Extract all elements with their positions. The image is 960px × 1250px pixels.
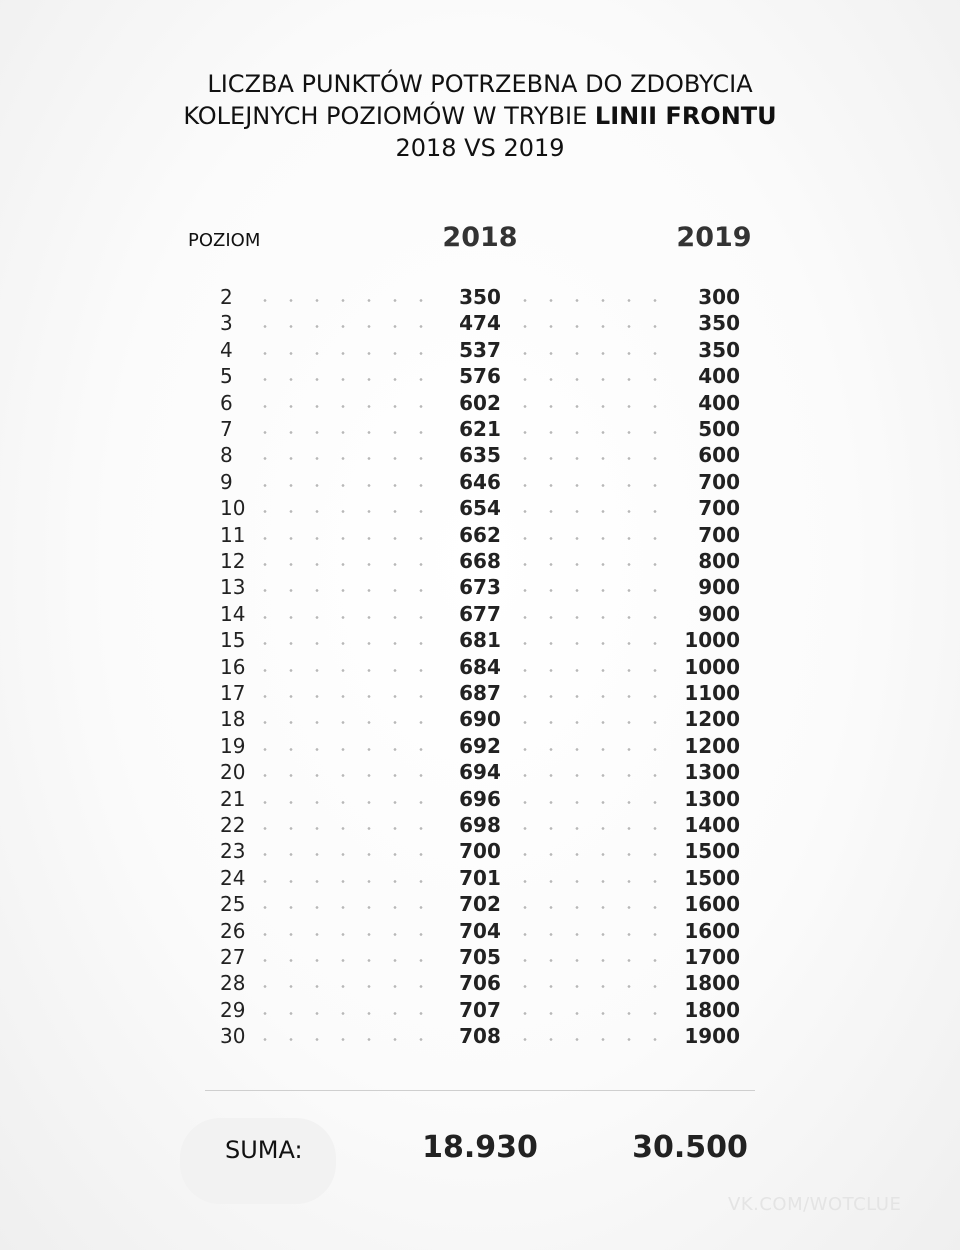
level-label: 8 xyxy=(220,443,233,468)
sum-label: SUMA: xyxy=(225,1136,303,1164)
value-2018: 708 xyxy=(459,1024,501,1049)
value-2019: 1300 xyxy=(684,760,740,785)
title-mode-name: LINII FRONTU xyxy=(594,102,777,130)
table-row xyxy=(0,284,960,310)
dot-leader xyxy=(252,510,442,513)
dot-leader xyxy=(252,325,442,328)
value-2018: 694 xyxy=(459,760,501,785)
value-2018: 621 xyxy=(459,417,501,441)
level-label: 20 xyxy=(220,760,246,785)
level-label: 3 xyxy=(220,311,233,336)
level-label: 6 xyxy=(220,390,233,415)
dot-leader xyxy=(252,537,442,540)
value-2018: 537 xyxy=(459,337,501,362)
header-2019: 2019 xyxy=(676,222,752,253)
dot-leader xyxy=(252,299,442,302)
table-row xyxy=(0,654,960,680)
table-row xyxy=(0,310,960,336)
level-label: 27 xyxy=(220,945,246,969)
value-2019: 1600 xyxy=(684,918,740,943)
value-2019: 700 xyxy=(698,496,740,521)
dot-leader xyxy=(252,695,442,698)
dot-leader xyxy=(252,589,442,592)
value-2019: 1000 xyxy=(684,628,740,653)
title-line-2 xyxy=(0,100,960,132)
level-label: 26 xyxy=(220,918,246,943)
header-level: POZIOM xyxy=(188,230,261,251)
table-row xyxy=(0,733,960,759)
value-2019: 350 xyxy=(698,337,740,362)
level-label: 22 xyxy=(220,813,246,837)
dot-leader xyxy=(252,484,442,487)
dot-leader xyxy=(252,827,442,830)
value-2018: 668 xyxy=(459,549,501,573)
value-2019: 400 xyxy=(698,390,740,415)
value-2018: 687 xyxy=(459,681,501,705)
watermark: VK.COM/WOTCLUE xyxy=(728,1194,902,1215)
level-label: 28 xyxy=(220,971,246,996)
value-2018: 602 xyxy=(459,390,501,415)
dot-leader xyxy=(252,563,442,566)
table-row xyxy=(0,680,960,706)
table-row xyxy=(0,548,960,574)
value-2019: 1800 xyxy=(684,997,740,1022)
table-row xyxy=(0,416,960,442)
value-2019: 700 xyxy=(698,522,740,547)
value-2018: 692 xyxy=(459,733,501,758)
value-2019: 1700 xyxy=(684,945,740,969)
table-row xyxy=(0,865,960,891)
dot-leader xyxy=(252,669,442,672)
value-2018: 576 xyxy=(459,364,501,389)
table-row xyxy=(0,997,960,1023)
table-row xyxy=(0,759,960,785)
dot-leader xyxy=(252,748,442,751)
level-label: 2 xyxy=(220,285,233,309)
dot-leader xyxy=(252,906,442,909)
chart-title xyxy=(0,68,960,164)
value-2018: 696 xyxy=(459,786,501,811)
level-label: 19 xyxy=(220,733,246,758)
dot-leader xyxy=(252,933,442,936)
table-row xyxy=(0,601,960,627)
dot-leader xyxy=(252,405,442,408)
value-2019: 800 xyxy=(698,549,740,573)
value-2018: 662 xyxy=(459,522,501,547)
dot-leader xyxy=(252,774,442,777)
dot-leader xyxy=(252,616,442,619)
value-2019: 500 xyxy=(698,417,740,441)
value-2019: 400 xyxy=(698,364,740,389)
value-2018: 474 xyxy=(459,311,501,336)
level-label: 14 xyxy=(220,601,246,626)
value-2019: 1800 xyxy=(684,971,740,996)
table-row xyxy=(0,522,960,548)
level-label: 18 xyxy=(220,707,246,732)
value-2019: 900 xyxy=(698,575,740,600)
table-row xyxy=(0,442,960,468)
value-2019: 600 xyxy=(698,443,740,468)
value-2019: 1200 xyxy=(684,707,740,732)
value-2019: 1600 xyxy=(684,892,740,917)
value-2019: 350 xyxy=(698,311,740,336)
value-2019: 1500 xyxy=(684,839,740,864)
value-2019: 1100 xyxy=(684,681,740,705)
level-label: 4 xyxy=(220,337,233,362)
table-row xyxy=(0,574,960,600)
level-label: 29 xyxy=(220,997,246,1022)
value-2018: 706 xyxy=(459,971,501,996)
table-row xyxy=(0,363,960,389)
level-label: 15 xyxy=(220,628,246,653)
value-2018: 702 xyxy=(459,892,501,917)
dot-leader xyxy=(252,457,442,460)
table-row xyxy=(0,786,960,812)
level-label: 11 xyxy=(220,522,246,547)
table-row xyxy=(0,812,960,838)
table-row xyxy=(0,495,960,521)
dot-leader xyxy=(252,959,442,962)
dot-leader xyxy=(252,378,442,381)
table-row xyxy=(0,1023,960,1049)
level-label: 30 xyxy=(220,1024,246,1049)
dot-leader xyxy=(252,985,442,988)
value-2019: 1900 xyxy=(684,1024,740,1049)
table-row xyxy=(0,469,960,495)
table-row xyxy=(0,838,960,864)
level-label: 23 xyxy=(220,839,246,864)
level-label: 17 xyxy=(220,681,246,705)
level-label: 9 xyxy=(220,469,233,494)
value-2018: 707 xyxy=(459,997,501,1022)
level-label: 25 xyxy=(220,892,246,917)
dot-leader xyxy=(252,1012,442,1015)
value-2018: 690 xyxy=(459,707,501,732)
value-2018: 698 xyxy=(459,813,501,837)
value-2019: 1400 xyxy=(684,813,740,837)
divider xyxy=(205,1090,755,1091)
level-label: 13 xyxy=(220,575,246,600)
sum-2019: 30.500 xyxy=(632,1130,748,1165)
table-row xyxy=(0,918,960,944)
level-label: 7 xyxy=(220,417,233,441)
dot-leader xyxy=(252,721,442,724)
dot-leader xyxy=(252,642,442,645)
value-2018: 646 xyxy=(459,469,501,494)
level-label: 5 xyxy=(220,364,233,389)
dot-leader xyxy=(252,801,442,804)
value-2018: 684 xyxy=(459,654,501,679)
dot-leader xyxy=(252,431,442,434)
sum-2018: 18.930 xyxy=(422,1130,538,1165)
value-2018: 681 xyxy=(459,628,501,653)
table-row xyxy=(0,944,960,970)
value-2018: 701 xyxy=(459,865,501,890)
table-row xyxy=(0,390,960,416)
value-2018: 350 xyxy=(459,285,501,309)
value-2018: 677 xyxy=(459,601,501,626)
title-line-2-text: KOLEJNYCH POZIOMÓW W TRYBIE xyxy=(183,102,595,130)
title-line-1: LICZBA PUNKTÓW POTRZEBNA DO ZDOBYCIA xyxy=(207,70,753,98)
value-2019: 300 xyxy=(698,285,740,309)
level-label: 10 xyxy=(220,496,246,521)
level-label: 12 xyxy=(220,549,246,573)
dot-leader xyxy=(252,880,442,883)
table-row xyxy=(0,706,960,732)
title-line-3: 2018 VS 2019 xyxy=(395,134,565,162)
dot-leader xyxy=(252,352,442,355)
table-row xyxy=(0,970,960,996)
header-2018: 2018 xyxy=(442,222,518,253)
level-label: 21 xyxy=(220,786,246,811)
value-2018: 704 xyxy=(459,918,501,943)
table-row xyxy=(0,337,960,363)
value-2018: 673 xyxy=(459,575,501,600)
value-2019: 1500 xyxy=(684,865,740,890)
dot-leader xyxy=(252,1038,442,1041)
dot-leader xyxy=(252,853,442,856)
table-row xyxy=(0,627,960,653)
value-2019: 900 xyxy=(698,601,740,626)
value-2018: 700 xyxy=(459,839,501,864)
level-label: 16 xyxy=(220,654,246,679)
level-label: 24 xyxy=(220,865,246,890)
value-2019: 1200 xyxy=(684,733,740,758)
value-2019: 1300 xyxy=(684,786,740,811)
value-2019: 1000 xyxy=(684,654,740,679)
value-2019: 700 xyxy=(698,469,740,494)
value-2018: 705 xyxy=(459,945,501,969)
table-row xyxy=(0,891,960,917)
value-2018: 654 xyxy=(459,496,501,521)
value-2018: 635 xyxy=(459,443,501,468)
